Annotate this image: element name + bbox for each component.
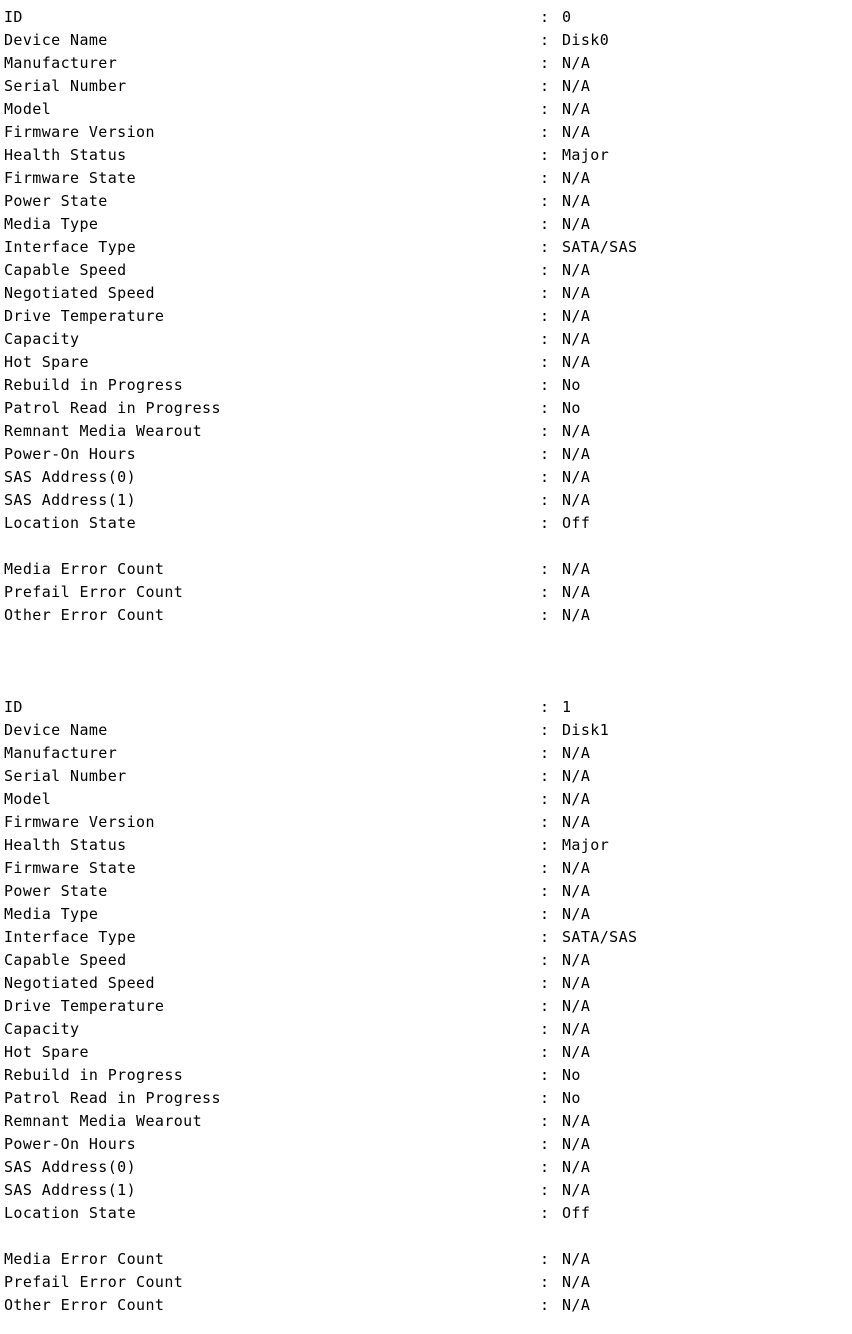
- field-row: [4, 167, 852, 190]
- field-row: [4, 489, 852, 512]
- field-row: [4, 880, 852, 903]
- field-label: Remnant Media Wearout: [4, 1112, 203, 1130]
- field-label: Manufacturer: [4, 54, 118, 72]
- field-value: Off: [562, 1204, 591, 1222]
- field-separator: :: [540, 1273, 550, 1291]
- field-label: Media Type: [4, 905, 99, 923]
- field-row: [4, 305, 852, 328]
- field-separator: :: [540, 1181, 550, 1199]
- field-separator: :: [540, 422, 550, 440]
- field-separator: :: [540, 353, 550, 371]
- field-separator: :: [540, 1250, 550, 1268]
- field-row: [4, 98, 852, 121]
- field-row: [4, 972, 852, 995]
- field-group: [4, 1248, 852, 1317]
- field-value: N/A: [562, 1112, 591, 1130]
- field-value: N/A: [562, 767, 591, 785]
- field-row: [4, 466, 852, 489]
- field-separator: :: [540, 192, 550, 210]
- field-row: [4, 1202, 852, 1225]
- disk0-report: [4, 6, 852, 627]
- field-group: [4, 696, 852, 1225]
- field-row: [4, 121, 852, 144]
- field-label: Media Error Count: [4, 1250, 165, 1268]
- disk1-report: [4, 696, 852, 1317]
- field-separator: :: [540, 905, 550, 923]
- field-value: N/A: [562, 905, 591, 923]
- group-separator: [4, 1225, 852, 1248]
- field-row: [4, 1179, 852, 1202]
- field-value: N/A: [562, 882, 591, 900]
- field-separator: :: [540, 31, 550, 49]
- field-separator: :: [540, 514, 550, 532]
- field-row: [4, 1041, 852, 1064]
- field-separator: :: [540, 491, 550, 509]
- field-value: N/A: [562, 54, 591, 72]
- field-separator: :: [540, 100, 550, 118]
- field-value: N/A: [562, 330, 591, 348]
- field-row: [4, 374, 852, 397]
- field-separator: :: [540, 123, 550, 141]
- field-row: [4, 742, 852, 765]
- field-value: 0: [562, 8, 572, 26]
- field-row: [4, 949, 852, 972]
- field-value: N/A: [562, 560, 591, 578]
- field-label: Other Error Count: [4, 1296, 165, 1314]
- field-value: N/A: [562, 192, 591, 210]
- field-row: [4, 604, 852, 627]
- field-label: Firmware State: [4, 859, 137, 877]
- field-label: Power State: [4, 882, 108, 900]
- field-row: [4, 259, 852, 282]
- field-value: N/A: [562, 1296, 591, 1314]
- field-value: N/A: [562, 169, 591, 187]
- field-value: N/A: [562, 491, 591, 509]
- field-separator: :: [540, 836, 550, 854]
- field-label: Drive Temperature: [4, 307, 165, 325]
- field-row: [4, 144, 852, 167]
- field-label: Location State: [4, 514, 137, 532]
- field-label: Power-On Hours: [4, 1135, 137, 1153]
- field-value: N/A: [562, 215, 591, 233]
- field-value: N/A: [562, 744, 591, 762]
- field-value: N/A: [562, 1043, 591, 1061]
- field-value: Disk0: [562, 31, 610, 49]
- field-value: N/A: [562, 1181, 591, 1199]
- field-separator: :: [540, 882, 550, 900]
- field-separator: :: [540, 215, 550, 233]
- field-separator: :: [540, 951, 550, 969]
- field-row: [4, 903, 852, 926]
- field-value: N/A: [562, 307, 591, 325]
- field-label: Negotiated Speed: [4, 284, 155, 302]
- field-value: No: [562, 1066, 581, 1084]
- field-row: [4, 1018, 852, 1041]
- field-separator: :: [540, 974, 550, 992]
- field-row: [4, 995, 852, 1018]
- field-value: N/A: [562, 284, 591, 302]
- field-row: [4, 788, 852, 811]
- field-row: [4, 52, 852, 75]
- field-label: SAS Address(0): [4, 468, 137, 486]
- field-row: [4, 420, 852, 443]
- field-row: [4, 328, 852, 351]
- field-value: No: [562, 399, 581, 417]
- group-separator: [4, 535, 852, 558]
- field-row: [4, 581, 852, 604]
- field-separator: :: [540, 1043, 550, 1061]
- field-separator: :: [540, 859, 550, 877]
- field-value: 1: [562, 698, 572, 716]
- field-value: N/A: [562, 859, 591, 877]
- field-label: Firmware Version: [4, 813, 155, 831]
- field-label: Serial Number: [4, 767, 127, 785]
- field-value: No: [562, 1089, 581, 1107]
- field-label: SAS Address(0): [4, 1158, 137, 1176]
- field-group: [4, 6, 852, 535]
- field-separator: :: [540, 698, 550, 716]
- field-value: N/A: [562, 974, 591, 992]
- field-separator: :: [540, 744, 550, 762]
- field-label: Capable Speed: [4, 261, 127, 279]
- field-value: N/A: [562, 951, 591, 969]
- field-row: [4, 190, 852, 213]
- field-value: N/A: [562, 997, 591, 1015]
- field-value: Major: [562, 146, 610, 164]
- field-value: N/A: [562, 1135, 591, 1153]
- field-row: [4, 1133, 852, 1156]
- field-row: [4, 926, 852, 949]
- block-separator: [4, 627, 852, 696]
- field-value: N/A: [562, 606, 591, 624]
- field-label: Location State: [4, 1204, 137, 1222]
- field-separator: :: [540, 77, 550, 95]
- field-value: N/A: [562, 123, 591, 141]
- field-label: Capable Speed: [4, 951, 127, 969]
- field-separator: :: [540, 1020, 550, 1038]
- field-row: [4, 1271, 852, 1294]
- field-separator: :: [540, 928, 550, 946]
- field-value: N/A: [562, 790, 591, 808]
- field-separator: :: [540, 560, 550, 578]
- field-separator: :: [540, 767, 550, 785]
- field-label: ID: [4, 8, 23, 26]
- field-value: No: [562, 376, 581, 394]
- field-label: Hot Spare: [4, 1043, 89, 1061]
- field-separator: :: [540, 721, 550, 739]
- field-label: Capacity: [4, 1020, 80, 1038]
- field-label: Health Status: [4, 836, 127, 854]
- field-value: SATA/SAS: [562, 928, 638, 946]
- field-row: [4, 696, 852, 719]
- field-value: N/A: [562, 1273, 591, 1291]
- field-separator: :: [540, 813, 550, 831]
- field-label: Hot Spare: [4, 353, 89, 371]
- field-row: [4, 719, 852, 742]
- field-separator: :: [540, 376, 550, 394]
- field-row: [4, 1294, 852, 1317]
- field-value: N/A: [562, 583, 591, 601]
- field-label: Prefail Error Count: [4, 583, 184, 601]
- field-row: [4, 1248, 852, 1271]
- field-separator: :: [540, 1204, 550, 1222]
- field-row: [4, 1156, 852, 1179]
- field-label: Health Status: [4, 146, 127, 164]
- field-row: [4, 811, 852, 834]
- field-row: [4, 558, 852, 581]
- field-separator: :: [540, 468, 550, 486]
- field-separator: :: [540, 1112, 550, 1130]
- field-group: [4, 558, 852, 627]
- field-label: Remnant Media Wearout: [4, 422, 203, 440]
- field-label: SAS Address(1): [4, 491, 137, 509]
- field-value: N/A: [562, 422, 591, 440]
- field-label: Firmware State: [4, 169, 137, 187]
- field-label: Negotiated Speed: [4, 974, 155, 992]
- field-row: [4, 29, 852, 52]
- field-label: Drive Temperature: [4, 997, 165, 1015]
- field-value: SATA/SAS: [562, 238, 638, 256]
- field-label: Manufacturer: [4, 744, 118, 762]
- field-separator: :: [540, 583, 550, 601]
- field-value: N/A: [562, 1158, 591, 1176]
- field-label: Patrol Read in Progress: [4, 1089, 221, 1107]
- field-separator: :: [540, 1066, 550, 1084]
- field-separator: :: [540, 1158, 550, 1176]
- field-row: [4, 75, 852, 98]
- field-separator: :: [540, 1135, 550, 1153]
- field-separator: :: [540, 790, 550, 808]
- field-value: Off: [562, 514, 591, 532]
- field-value: N/A: [562, 261, 591, 279]
- field-separator: :: [540, 445, 550, 463]
- field-row: [4, 857, 852, 880]
- field-value: Major: [562, 836, 610, 854]
- field-label: Power-On Hours: [4, 445, 137, 463]
- field-row: [4, 1087, 852, 1110]
- field-row: [4, 213, 852, 236]
- field-label: Device Name: [4, 721, 108, 739]
- field-label: Patrol Read in Progress: [4, 399, 221, 417]
- field-row: [4, 1064, 852, 1087]
- field-separator: :: [540, 399, 550, 417]
- field-row: [4, 236, 852, 259]
- field-separator: :: [540, 606, 550, 624]
- field-label: Capacity: [4, 330, 80, 348]
- field-value: N/A: [562, 77, 591, 95]
- field-row: [4, 282, 852, 305]
- field-value: N/A: [562, 1250, 591, 1268]
- field-row: [4, 765, 852, 788]
- field-separator: :: [540, 1089, 550, 1107]
- field-separator: :: [540, 261, 550, 279]
- field-value: N/A: [562, 445, 591, 463]
- field-row: [4, 397, 852, 420]
- field-separator: :: [540, 1296, 550, 1314]
- field-label: Media Error Count: [4, 560, 165, 578]
- field-label: Power State: [4, 192, 108, 210]
- field-separator: :: [540, 284, 550, 302]
- field-value: N/A: [562, 353, 591, 371]
- field-value: N/A: [562, 813, 591, 831]
- field-separator: :: [540, 238, 550, 256]
- field-row: [4, 834, 852, 857]
- field-label: Media Type: [4, 215, 99, 233]
- field-separator: :: [540, 54, 550, 72]
- field-separator: :: [540, 169, 550, 187]
- field-row: [4, 443, 852, 466]
- field-row: [4, 512, 852, 535]
- field-label: Model: [4, 100, 52, 118]
- field-label: Interface Type: [4, 928, 137, 946]
- field-label: Other Error Count: [4, 606, 165, 624]
- field-value: N/A: [562, 468, 591, 486]
- field-label: ID: [4, 698, 23, 716]
- field-label: Interface Type: [4, 238, 137, 256]
- field-label: Serial Number: [4, 77, 127, 95]
- field-label: Prefail Error Count: [4, 1273, 184, 1291]
- field-separator: :: [540, 997, 550, 1015]
- field-separator: :: [540, 146, 550, 164]
- field-value: N/A: [562, 100, 591, 118]
- field-label: Rebuild in Progress: [4, 1066, 184, 1084]
- field-row: [4, 6, 852, 29]
- field-separator: :: [540, 330, 550, 348]
- field-separator: :: [540, 307, 550, 325]
- field-value: N/A: [562, 1020, 591, 1038]
- field-label: Model: [4, 790, 52, 808]
- field-label: Rebuild in Progress: [4, 376, 184, 394]
- field-separator: :: [540, 8, 550, 26]
- field-row: [4, 351, 852, 374]
- field-row: [4, 1110, 852, 1133]
- field-label: Firmware Version: [4, 123, 155, 141]
- field-label: SAS Address(1): [4, 1181, 137, 1199]
- field-label: Device Name: [4, 31, 108, 49]
- field-value: Disk1: [562, 721, 610, 739]
